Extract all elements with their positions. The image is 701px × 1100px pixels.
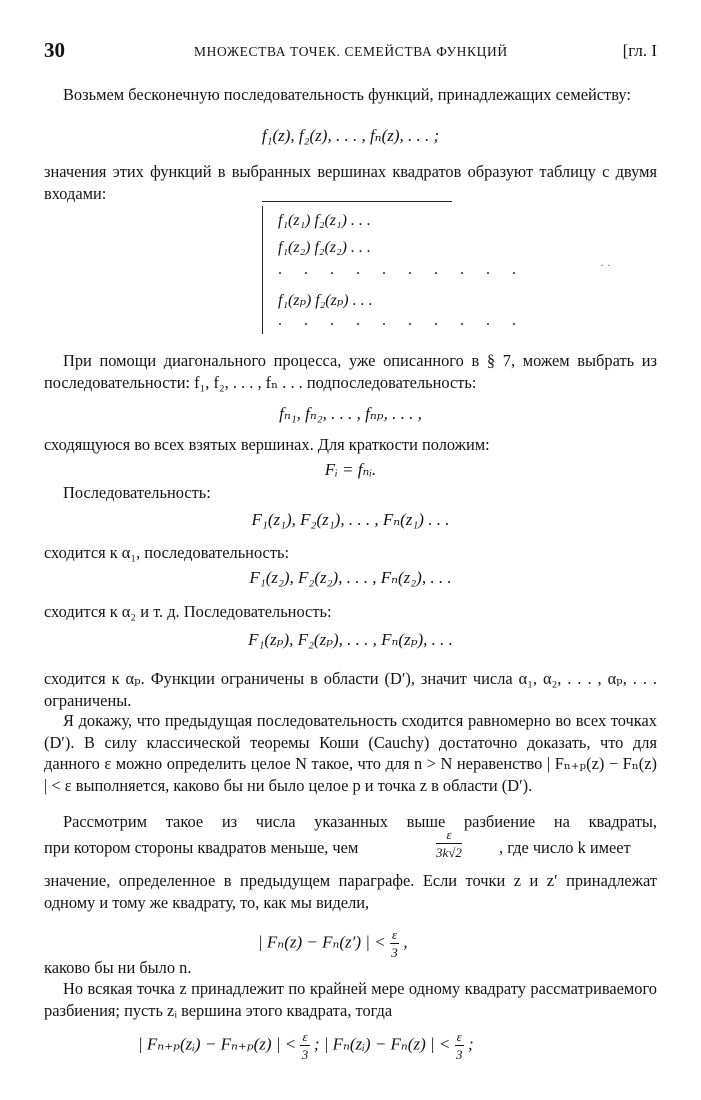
- running-title: МНОЖЕСТВА ТОЧЕК. СЕМЕЙСТВА ФУНКЦИЙ: [194, 44, 508, 59]
- fraction-numerator: ε: [436, 828, 462, 844]
- paragraph-9: Я докажу, что предыдущая последовательность сходится равномерно во всех точках (D′). В силу классической теоремы Коши (Cauchy) достаточно доказать, что для данного ε можно определить целое N такое, что для n > N неравенство | Fₙ₊ₚ(z) − Fₙ(z) | < ε выполняется, каково бы ни было целое p и точка z в области (D′).: [44, 711, 657, 795]
- formula-sequence-z1: F₁(z₁), F₂(z₁), . . . , Fₙ(z₁) . . .: [251, 510, 450, 529]
- fraction-numerator: ε: [302, 1029, 308, 1044]
- paragraph-12: Но всякая точка z принадлежит по крайней мере одному квадрату рассматриваемого разбиения; пусть zᵢ вершина этого квадрата, тогда: [44, 979, 657, 1020]
- fraction-denominator: 3k√2: [436, 845, 462, 860]
- paragraph-3: При помощи диагонального процесса, уже описанного в § 7, можем выбрать из последовательности: f₁, f₂, . . . , fₙ . . . подпоследовательность:: [44, 351, 657, 392]
- formula-inequality-2: [138, 1030, 474, 1061]
- print-speckle: · ·: [600, 258, 611, 272]
- paragraph-10-text: при котором стороны квадратов меньше, чем: [44, 838, 359, 857]
- inequality-lhs: | Fₙ(z) − Fₙ(z′) | <: [258, 932, 386, 952]
- fraction-epsilon-3: [455, 1030, 464, 1061]
- paragraph-4: сходящуюся во всех взятых вершинах. Для краткости положим:: [44, 435, 490, 454]
- paragraph-10-line-2: [44, 828, 657, 868]
- formula-sequence-zp: F₁(zₚ), F₂(zₚ), . . . , Fₙ(zₚ), . . .: [248, 630, 453, 649]
- paragraph-8: сходится к αₚ. Функции ограничены в области (D′), значит числа α₁, α₂, . . . , αₚ, . . . ограничены.: [44, 669, 657, 710]
- inequality-tail: ,: [403, 932, 408, 952]
- fraction-denominator: 3: [301, 1047, 309, 1062]
- paragraph-10-text-tail: , где число k имеет: [499, 838, 631, 857]
- fraction-epsilon-3: [390, 928, 399, 959]
- table-dots-1: . . . . . . . . . .: [278, 261, 525, 278]
- formula-function-sequence: f₁(z), f₂(z), . . . , fₙ(z), . . . ;: [261, 126, 440, 145]
- fraction-epsilon-3k-root2: [436, 828, 462, 859]
- fraction-denominator: 3: [455, 1047, 463, 1062]
- inequality-end: ;: [468, 1034, 474, 1054]
- table-row-2: f₁(z₂) f₂(z₂) . . .: [278, 239, 371, 256]
- paragraph-7: сходится к α₂ и т. д. Последовательность:: [44, 602, 332, 621]
- table-left-rule: [262, 206, 263, 334]
- formula-subsequence: fₙ₁, fₙ₂, . . . , fₙₚ, . . . ,: [279, 404, 422, 423]
- table-top-rule: [262, 201, 452, 202]
- page-number: 30: [44, 38, 65, 62]
- paragraph-2: значения этих функций в выбранных вершинах квадратов образуют таблицу с двумя входами:: [44, 162, 657, 203]
- fraction-numerator: ε: [391, 927, 398, 942]
- formula-inequality-1: [258, 928, 408, 959]
- inequality-3-lhs: ; | Fₙ(zᵢ) − Fₙ(z) | <: [313, 1034, 451, 1054]
- paragraph-10-line-1: Рассмотрим такое из числа указанных выше разбиение на квадраты,: [63, 812, 657, 831]
- fraction-denominator: 3: [391, 945, 398, 960]
- chapter-marker: [гл. I: [622, 41, 657, 60]
- fraction-epsilon-3: [300, 1030, 309, 1061]
- formula-definition: Fᵢ = fₙᵢ.: [324, 460, 377, 479]
- paragraph-6: сходится к α₁, последовательность:: [44, 543, 290, 562]
- double-entry-table: [262, 206, 525, 334]
- paragraph-1: Возьмем бесконечную последовательность функций, принадлежащих семейству:: [63, 85, 631, 104]
- table-dots-2: . . . . . . . . . .: [278, 312, 525, 329]
- formula-sequence-z2: F₁(z₂), F₂(z₂), . . . , Fₙ(z₂), . . .: [249, 568, 452, 587]
- inequality-2-lhs: | Fₙ₊ₚ(zᵢ) − Fₙ₊ₚ(z) | <: [138, 1034, 297, 1054]
- table-row-1: f₁(z₁) f₂(z₁) . . .: [278, 212, 371, 229]
- page-header: [44, 38, 657, 68]
- paragraph-11: каково бы ни было n.: [44, 958, 192, 977]
- paragraph-5: Последовательность:: [63, 483, 211, 502]
- table-row-3: f₁(zₚ) f₂(zₚ) . . .: [278, 292, 373, 309]
- fraction-numerator: ε: [456, 1029, 462, 1044]
- paragraph-10-continuation: значение, определенное в предыдущем параграфе. Если точки z и z′ принадлежат одному и тому же квадрату, то, как мы видели,: [44, 871, 657, 912]
